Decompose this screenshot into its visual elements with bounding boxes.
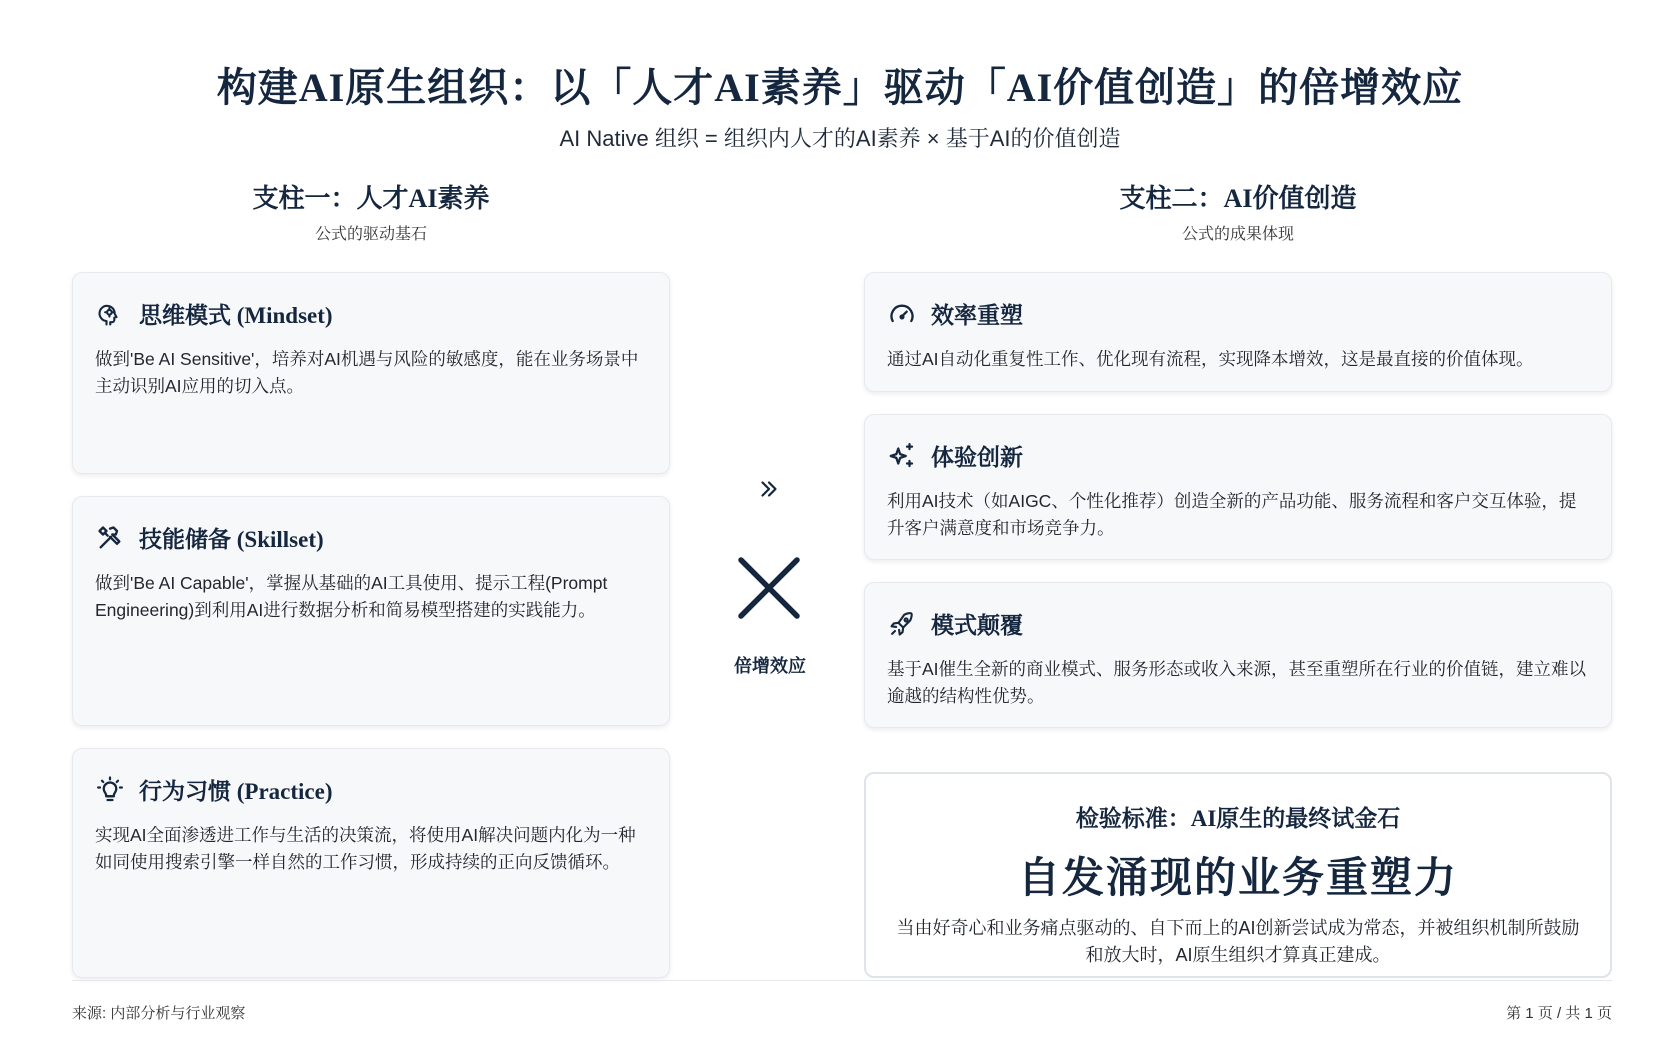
- card-practice-body: 实现AI全面渗透进工作与生活的决策流，将使用AI解决问题内化为一种如同使用搜索引擎一样自然的工作习惯，形成持续的正向反馈循环。: [95, 825, 636, 872]
- pillar-right-title: 支柱二：AI价值创造: [1119, 184, 1357, 213]
- card-model: [864, 582, 1612, 728]
- validation-standard-box: [864, 772, 1612, 978]
- speedometer-icon: [887, 299, 917, 329]
- standard-description: 当由好奇心和业务痛点驱动的、自下而上的AI创新尝试成为常态，并被组织机制所鼓励和放大时，AI原生组织才算真正建成。: [896, 918, 1580, 965]
- pillar-left-subtitle: 公式的驱动基石: [314, 226, 427, 243]
- multiplier-effect-label: 倍增效应: [734, 656, 806, 676]
- card-efficiency-title: 效率重塑: [931, 303, 1023, 328]
- sparkles-icon: [887, 441, 917, 471]
- card-efficiency: [864, 272, 1612, 392]
- card-mindset: [72, 272, 670, 474]
- card-skillset-body: 做到'Be AI Capable'，掌握从基础的AI工具使用、提示工程(Prompt Engineering)到利用AI进行数据分析和简易模型搭建的实践能力。: [95, 573, 608, 620]
- page-subtitle: AI Native 组织 = 组织内人才的AI素养 × 基于AI的价值创造: [559, 126, 1121, 151]
- pillar-left-title: 支柱一：人才AI素养: [252, 184, 490, 213]
- lightbulb-icon: [95, 775, 125, 805]
- footer-source: 来源: 内部分析与行业观察: [72, 1005, 246, 1022]
- standard-headline: 自发涌现的业务重塑力: [1017, 856, 1458, 902]
- pillar-right-header: [864, 178, 1612, 244]
- card-practice: [72, 748, 670, 978]
- card-skillset: [72, 496, 670, 726]
- card-efficiency-body: 通过AI自动化重复性工作、优化现有流程，实现降本增效，这是最直接的价值体现。: [887, 349, 1534, 369]
- card-experience-body: 利用AI技术（如AIGC、个性化推荐）创造全新的产品功能、服务流程和客户交互体验，提升客户满意度和市场竞争力。: [887, 491, 1577, 538]
- footer-divider: [72, 980, 1612, 981]
- multiply-icon: [733, 552, 805, 624]
- card-experience-title: 体验创新: [931, 445, 1023, 470]
- card-experience: [864, 414, 1612, 560]
- footer-page-number: 第 1 页 / 共 1 页: [1506, 1005, 1612, 1022]
- pillar-left-header: [72, 178, 670, 244]
- card-mindset-body: 做到'Be AI Sensitive'，培养对AI机遇与风险的敏感度，能在业务场景中主动识别AI应用的切入点。: [95, 349, 639, 396]
- card-skillset-title: 技能储备 (Skillset): [139, 527, 324, 552]
- tools-icon: [95, 523, 125, 553]
- card-model-body: 基于AI催生全新的商业模式、服务形态或收入来源，甚至重塑所在行业的价值链，建立难以逾越的结构性优势。: [887, 659, 1587, 706]
- pillar-right-subtitle: 公式的成果体现: [1181, 226, 1294, 243]
- card-mindset-title: 思维模式 (Mindset): [139, 303, 333, 328]
- page-title: 构建AI原生组织：以「人才AI素养」驱动「AI价值创造」的倍增效应: [216, 65, 1464, 110]
- rocket-icon: [887, 609, 917, 639]
- double-chevron-right-icon: [756, 476, 782, 502]
- standard-label: 检验标准：AI原生的最终试金石: [1075, 806, 1401, 831]
- card-practice-title: 行为习惯 (Practice): [139, 779, 333, 804]
- brain-icon: [95, 299, 125, 329]
- card-model-title: 模式颠覆: [931, 613, 1023, 638]
